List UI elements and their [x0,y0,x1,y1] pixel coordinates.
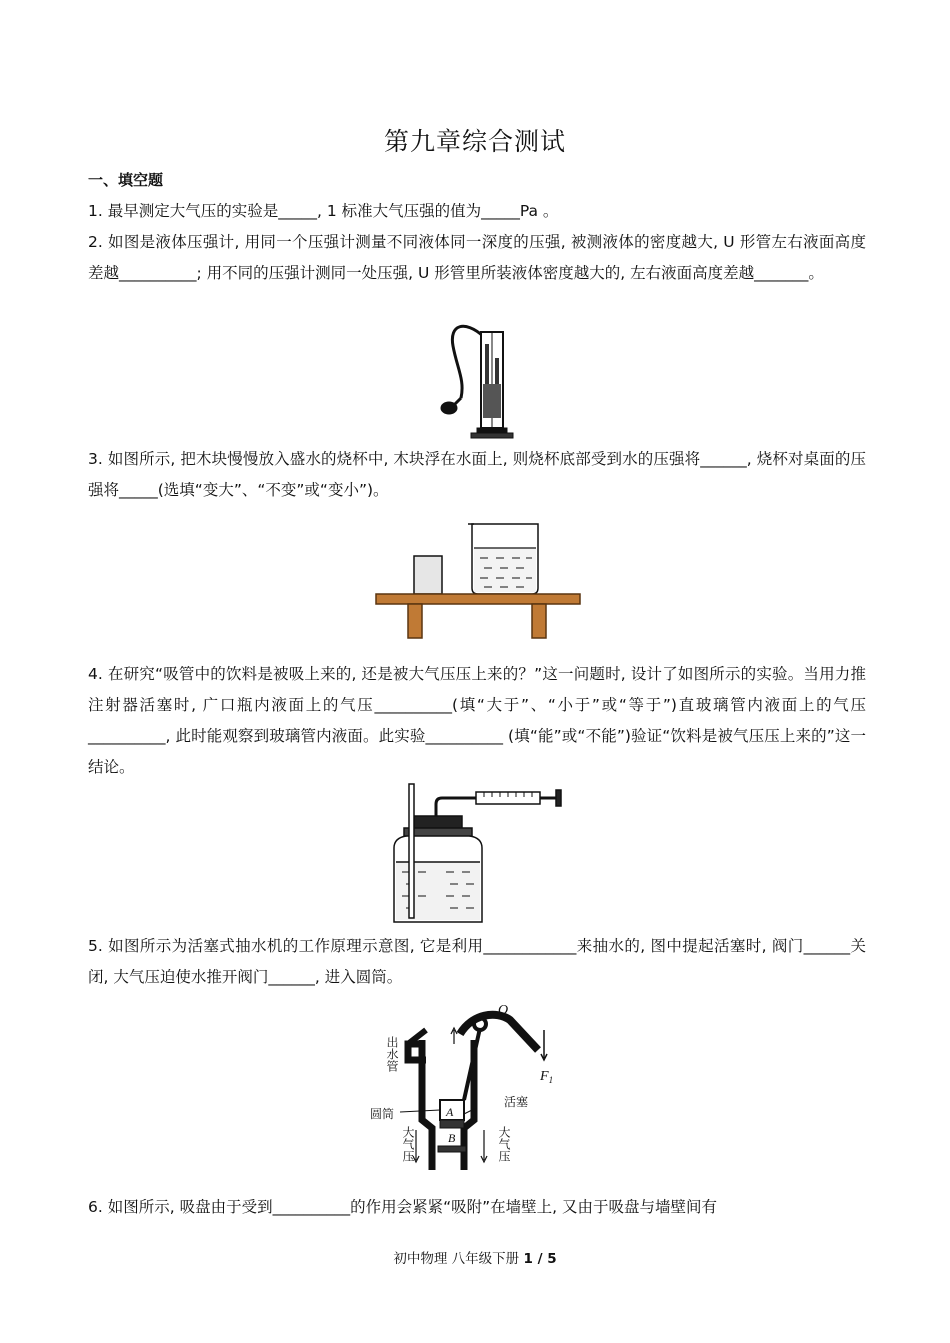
pressure-gauge-figure [435,318,525,443]
question-2 [88,227,866,289]
label-f1-sub: 1 [548,1075,554,1085]
pressure-gauge-drawing [441,326,513,438]
label-cylinder: 圆筒 [370,1107,395,1121]
label-piston: 活塞 [504,1095,529,1109]
page-footer [0,1247,950,1267]
table-leg-right [532,604,546,638]
question-5-text: 5. 如图所示为活塞式抽水机的工作原理示意图, 它是利用____________来抽水的, 图中提起活塞时, 阀门______关闭, 大气压迫使水推开阀门______, 进入圆筒。 [88,937,866,986]
beaker-table-figure [372,518,584,642]
wood-block [414,556,442,594]
question-6-text: 6. 如图所示, 吸盘由于受到__________的作用会紧紧“吸附”在墙壁上, 又由于吸盘与墙壁间有 [88,1198,717,1216]
table-top [376,594,580,604]
beaker-table-drawing [376,524,580,638]
bottle-syringe-figure [384,782,566,928]
question-3 [88,444,866,506]
label-a: A [446,1105,454,1119]
question-4 [88,659,866,783]
piston-pump-figure [368,1000,568,1180]
question-1 [88,196,866,227]
label-o: O [498,1003,509,1018]
question-2-text: 2. 如图是液体压强计, 用同一个压强计测量不同液体同一深度的压强, 被测液体的密度越大, U 形管左右液面高度差越__________; 用不同的压强计测同一处压强, U 形管里所装液体密度越大的, 左右液面高度差越_______。 [88,233,866,282]
question-5 [88,931,866,993]
page-number: 1 / 5 [523,1251,557,1267]
question-1-text: 1. 最早测定大气压的实验是_____, 1 标准大气压强的值为_____Pa 。 [88,202,559,220]
label-atm-left: 大气压 [401,1126,415,1162]
question-6 [88,1192,866,1223]
label-outlet: 出水管 [385,1036,399,1072]
question-4-text: 4. 在研究“吸管中的饮料是被吸上来的, 还是被大气压压上来的？”这一问题时, 设计了如图所示的实验。当用力推注射器活塞时, 广口瓶内液面上的气压__________(填“大于”、“小于”或“等于”)直玻璃管内液面上的气压__________, 此时能观察到玻璃管内液面。此实验__________ (填“能”或“不能”)验证“饮料是被气压压上来的”这一结论。 [88,665,866,776]
label-b: B [448,1131,456,1145]
page-title: 第九章综合测试 [383,127,566,156]
footer-text: 初中物理 八年级下册 [393,1251,524,1267]
piston-pump-drawing [400,1015,547,1170]
question-3-text: 3. 如图所示, 把木块慢慢放入盛水的烧杯中, 木块浮在水面上, 则烧杯底部受到水的压强将______, 烧杯对桌面的压强将_____(选填“变大”、“不变”或“变小”)。 [88,450,866,499]
bottle-syringe-drawing [394,784,561,922]
section-heading: 一、填空题 [88,171,164,189]
table-leg-left [408,604,422,638]
label-atm-right: 大气压 [497,1126,511,1162]
label-f1 [539,1069,553,1085]
label-f1-main: F [540,1069,549,1084]
